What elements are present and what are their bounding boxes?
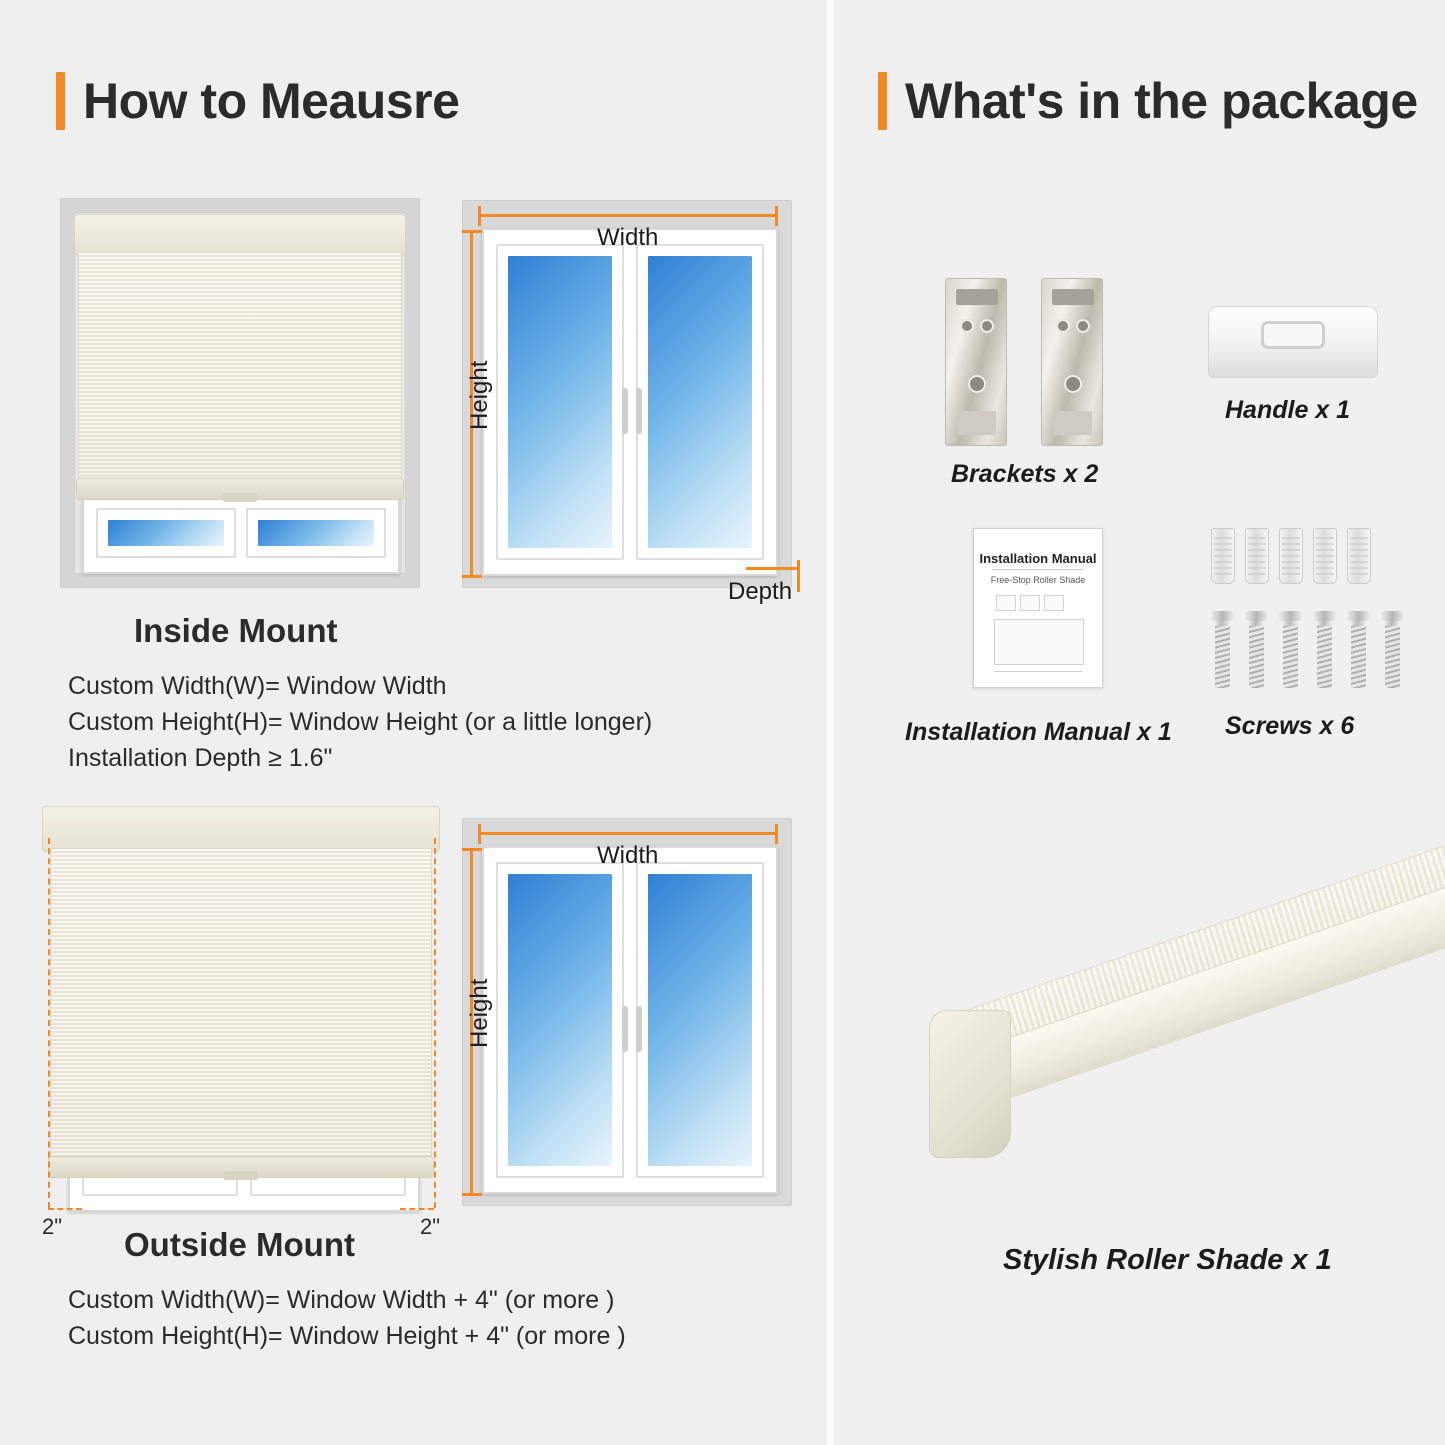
window-sash-right <box>246 508 386 558</box>
measure-window <box>482 228 778 576</box>
wall-anchor <box>1245 528 1269 584</box>
outside-shade-fabric <box>50 848 432 1158</box>
inside-spec-3: Installation Depth ≥ 1.6" <box>68 744 333 772</box>
handle-grip <box>1261 321 1325 349</box>
wall-anchor <box>1279 528 1303 584</box>
outside-shade-pull-handle <box>224 1171 258 1180</box>
width-tick-right <box>775 824 778 844</box>
width-tick-left <box>478 824 481 844</box>
window-glass <box>648 256 752 548</box>
overhang-guide-left <box>48 838 50 1208</box>
height-tick-top <box>462 848 482 851</box>
installation-manual-image <box>973 528 1103 688</box>
manual-thumb <box>996 595 1016 611</box>
inside-width-label: Width <box>597 224 659 251</box>
width-tick-left <box>478 206 481 226</box>
bracket-hole <box>980 319 994 333</box>
depth-tick <box>797 560 800 592</box>
window-sash-right <box>636 244 764 560</box>
screw-thread <box>1385 626 1400 688</box>
manual-rule <box>992 569 1084 570</box>
window-sash-right <box>636 862 764 1178</box>
outside-spec-1: Custom Width(W)= Window Width + 4" (or more ) <box>68 1286 615 1314</box>
screw <box>1351 618 1366 688</box>
screw-thread <box>1249 626 1264 688</box>
how-to-measure-title: How to Meausre <box>83 73 460 129</box>
heading-accent-bar <box>56 72 65 130</box>
roller-shade-end-cap <box>929 1010 1011 1158</box>
window-handle-right <box>636 388 642 434</box>
inside-shade-fabric <box>78 252 402 480</box>
bracket-slot <box>956 289 998 305</box>
bracket-foot <box>1054 411 1092 435</box>
window-handle-right <box>636 1006 642 1052</box>
bracket-hole <box>1056 319 1070 333</box>
bracket-hole <box>968 375 986 393</box>
window-glass <box>648 874 752 1166</box>
window-glass <box>258 520 374 546</box>
measure-window <box>482 846 778 1194</box>
handle-image <box>1208 306 1378 378</box>
installation-manual-label: Installation Manual x 1 <box>905 718 1172 746</box>
screw <box>1317 618 1332 688</box>
brackets-label: Brackets x 2 <box>951 460 1099 488</box>
window-glass <box>108 520 224 546</box>
bracket-hole <box>1064 375 1082 393</box>
depth-dimension-line <box>746 567 800 570</box>
inside-depth-label: Depth <box>728 578 793 605</box>
height-tick-bottom <box>462 1193 482 1196</box>
window-sash-right <box>250 1176 406 1196</box>
roller-shade-label: Stylish Roller Shade x 1 <box>1003 1244 1332 1276</box>
screw-thread <box>1215 626 1230 688</box>
package-title: What's in the package <box>905 73 1418 129</box>
screw-thread <box>1351 626 1366 688</box>
outside-width-label: Width <box>597 842 659 869</box>
screw-thread <box>1317 626 1332 688</box>
overhang-measure-left <box>48 1208 82 1210</box>
screw-head <box>1381 611 1404 621</box>
bracket-slot <box>1052 289 1094 305</box>
width-tick-right <box>775 206 778 226</box>
height-tick-bottom <box>462 575 482 578</box>
window-sash-left <box>496 862 624 1178</box>
width-dimension-line <box>478 832 778 835</box>
overhang-measure-right <box>400 1208 434 1210</box>
screws-label: Screws x 6 <box>1225 712 1355 740</box>
screw-head <box>1313 611 1336 621</box>
screw-thread <box>1283 626 1298 688</box>
window-handle-left <box>622 388 628 434</box>
manual-figure <box>994 619 1084 665</box>
package-contents-panel <box>830 0 1445 1445</box>
inside-shade-pull-handle <box>223 493 257 502</box>
bracket-foot <box>958 411 996 435</box>
window-glass <box>508 874 612 1166</box>
inside-window-behind <box>82 492 400 574</box>
screw <box>1249 618 1264 688</box>
bracket-right <box>1041 278 1103 446</box>
overhang-guide-right <box>434 838 436 1208</box>
bracket-hole <box>960 319 974 333</box>
panel-divider <box>827 0 830 1445</box>
handle-label: Handle x 1 <box>1225 396 1351 424</box>
screw <box>1385 618 1400 688</box>
wall-anchor <box>1313 528 1337 584</box>
screw <box>1215 618 1230 688</box>
wall-anchor <box>1211 528 1235 584</box>
manual-title: Installation Manual <box>979 551 1097 566</box>
overhang-label-right: 2" <box>420 1214 441 1239</box>
manual-subtitle: Free-Stop Roller Shade <box>990 575 1086 585</box>
window-sash-left <box>82 1176 238 1196</box>
bracket-left <box>945 278 1007 446</box>
screw-head <box>1279 611 1302 621</box>
bracket-hole <box>1076 319 1090 333</box>
manual-thumb <box>1020 595 1040 611</box>
screw-head <box>1211 611 1234 621</box>
height-tick-top <box>462 230 482 233</box>
screw <box>1283 618 1298 688</box>
width-dimension-line <box>478 214 778 217</box>
window-glass <box>508 256 612 548</box>
screw-head <box>1245 611 1268 621</box>
manual-thumb <box>1044 595 1064 611</box>
how-to-measure-heading <box>56 72 459 130</box>
outside-height-label: Height <box>466 978 493 1048</box>
manual-rule <box>994 671 1082 672</box>
outside-spec-2: Custom Height(H)= Window Height + 4" (or more ) <box>68 1322 626 1350</box>
window-sash-left <box>96 508 236 558</box>
screw-head <box>1347 611 1370 621</box>
outside-shade-cassette <box>42 806 440 852</box>
inside-height-label: Height <box>466 360 493 430</box>
heading-accent-bar <box>878 72 887 130</box>
inside-shade-cassette <box>74 214 406 256</box>
inside-spec-1: Custom Width(W)= Window Width <box>68 672 447 700</box>
outside-mount-title: Outside Mount <box>124 1226 355 1263</box>
wall-anchor <box>1347 528 1371 584</box>
inside-spec-2: Custom Height(H)= Window Height (or a little longer) <box>68 708 653 736</box>
package-heading <box>878 72 1418 130</box>
window-sash-left <box>496 244 624 560</box>
overhang-label-left: 2" <box>42 1214 63 1239</box>
window-handle-left <box>622 1006 628 1052</box>
inside-mount-title: Inside Mount <box>134 612 338 649</box>
